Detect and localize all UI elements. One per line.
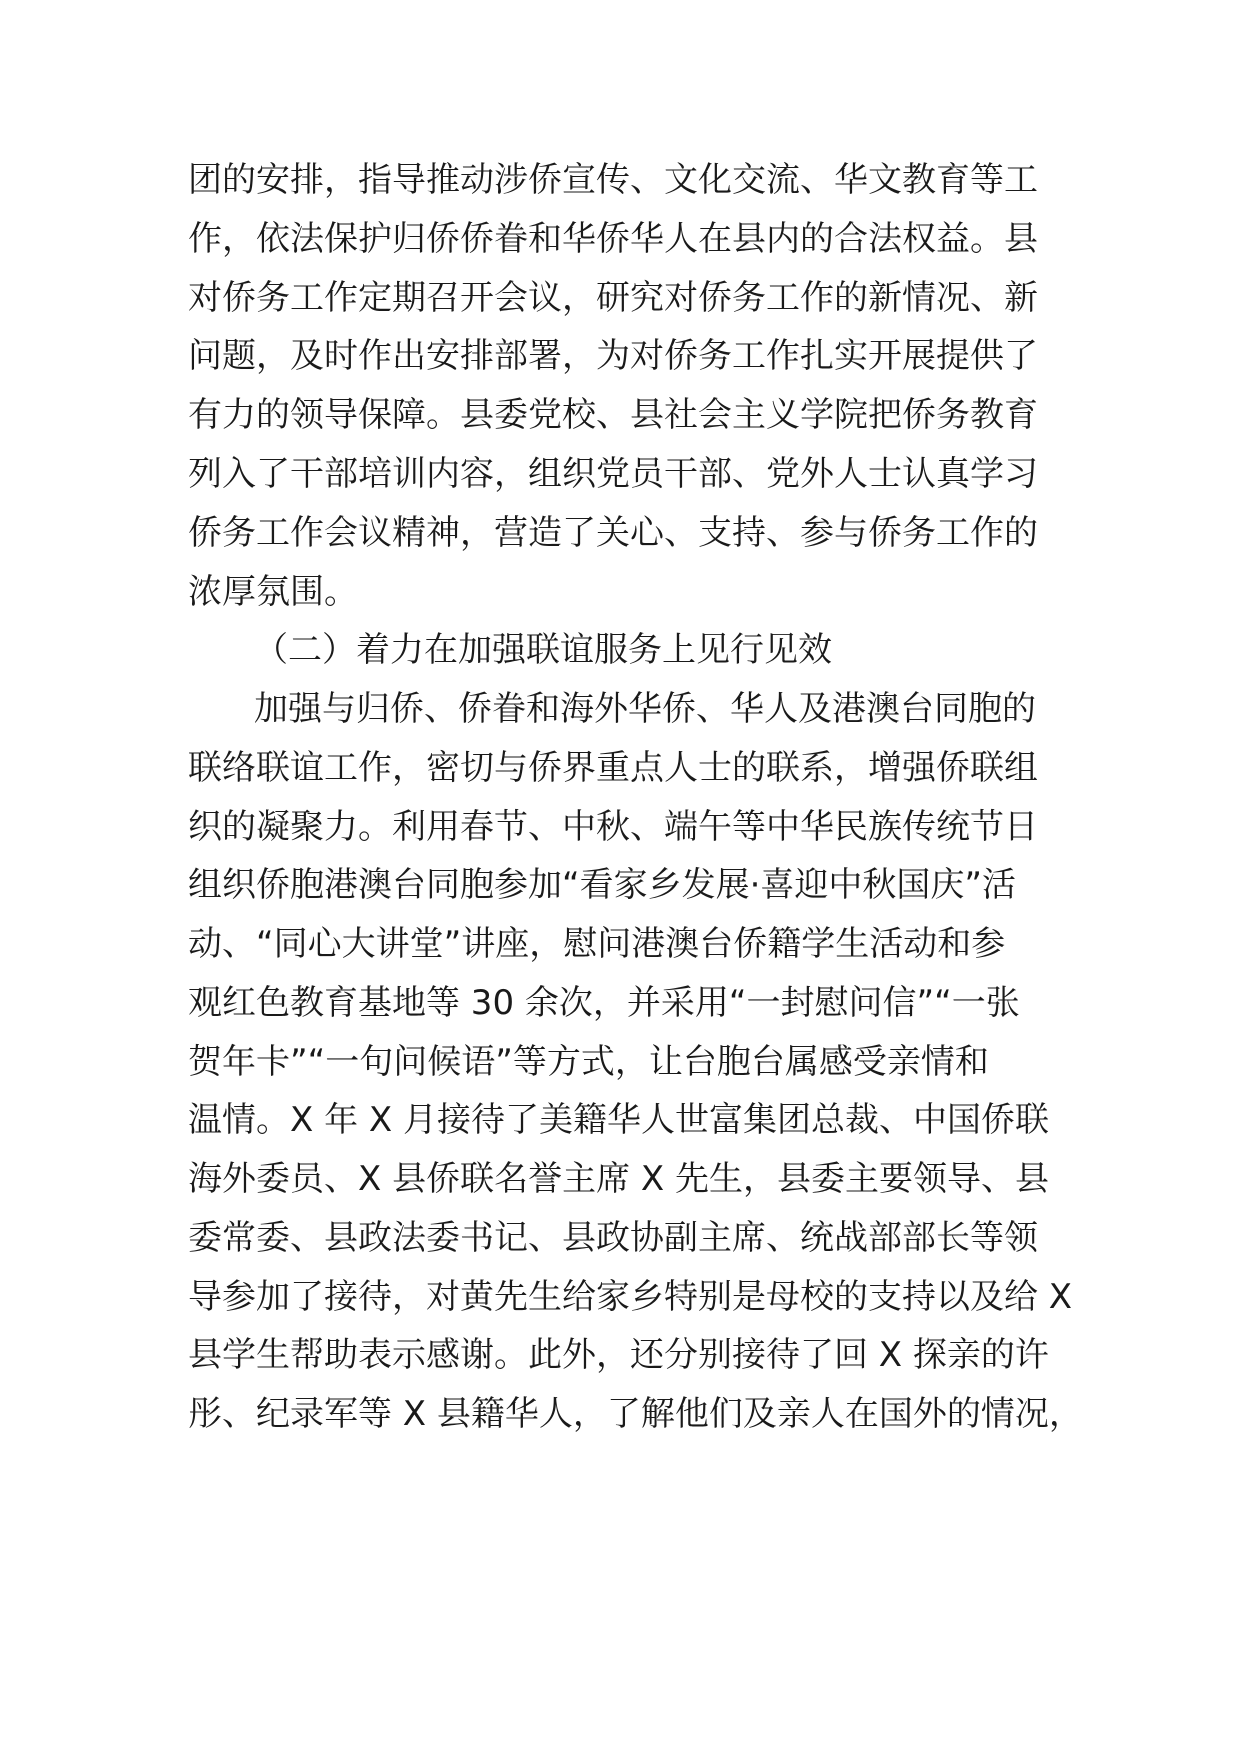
paragraph-line: 海外委员、X 县侨联名誉主席 X 先生，县委主要领导、县 <box>188 1159 1050 1199</box>
paragraph-line: 织的凝聚力。利用春节、中秋、端午等中华民族传统节日 <box>188 807 1038 847</box>
paragraph-line: 观红色教育基地等 30 余次，并采用“一封慰问信”“一张 <box>188 983 1020 1023</box>
paragraph-line: 动、“同心大讲堂”讲座，慰问港澳台侨籍学生活动和参 <box>188 924 1006 964</box>
paragraph-line: 彤、纪录军等 X 县籍华人，了解他们及亲人在国外的情况， <box>188 1394 1083 1434</box>
paragraph-line: 侨务工作会议精神，营造了关心、支持、参与侨务工作的 <box>188 513 1038 553</box>
paragraph-line: 温情。X 年 X 月接待了美籍华人世富集团总裁、中国侨联 <box>188 1100 1050 1140</box>
paragraph-line: 加强与归侨、侨眷和海外华侨、华人及港澳台同胞的 <box>254 689 1036 729</box>
paragraph-line: 县学生帮助表示感谢。此外，还分别接待了回 X 探亲的许 <box>188 1335 1049 1375</box>
paragraph-line: 委常委、县政法委书记、县政协副主席、统战部部长等领 <box>188 1218 1038 1258</box>
paragraph-line: 联络联谊工作，密切与侨界重点人士的联系，增强侨联组 <box>188 748 1038 788</box>
paragraph-line: 贺年卡”“一句问候语”等方式，让台胞台属感受亲情和 <box>188 1042 989 1082</box>
paragraph-line: 浓厚氛围。 <box>188 572 358 612</box>
paragraph-line: 导参加了接待，对黄先生给家乡特别是母校的支持以及给 X <box>188 1277 1073 1317</box>
paragraph-line: 团的安排，指导推动涉侨宣传、文化交流、华文教育等工 <box>188 160 1038 200</box>
paragraph-line: 列入了干部培训内容，组织党员干部、党外人士认真学习 <box>188 454 1038 494</box>
paragraph-line: 有力的领导保障。县委党校、县社会主义学院把侨务教育 <box>188 395 1038 435</box>
section-heading: （二）着力在加强联谊服务上见行见效 <box>254 630 832 670</box>
paragraph-line: 作，依法保护归侨侨眷和华侨华人在县内的合法权益。县 <box>188 219 1038 259</box>
paragraph-line: 问题，及时作出安排部署，为对侨务工作扎实开展提供了 <box>188 336 1038 376</box>
paragraph-line: 组织侨胞港澳台同胞参加“看家乡发展·喜迎中秋国庆”活 <box>188 865 1017 905</box>
paragraph-line: 对侨务工作定期召开会议，研究对侨务工作的新情况、新 <box>188 278 1038 318</box>
